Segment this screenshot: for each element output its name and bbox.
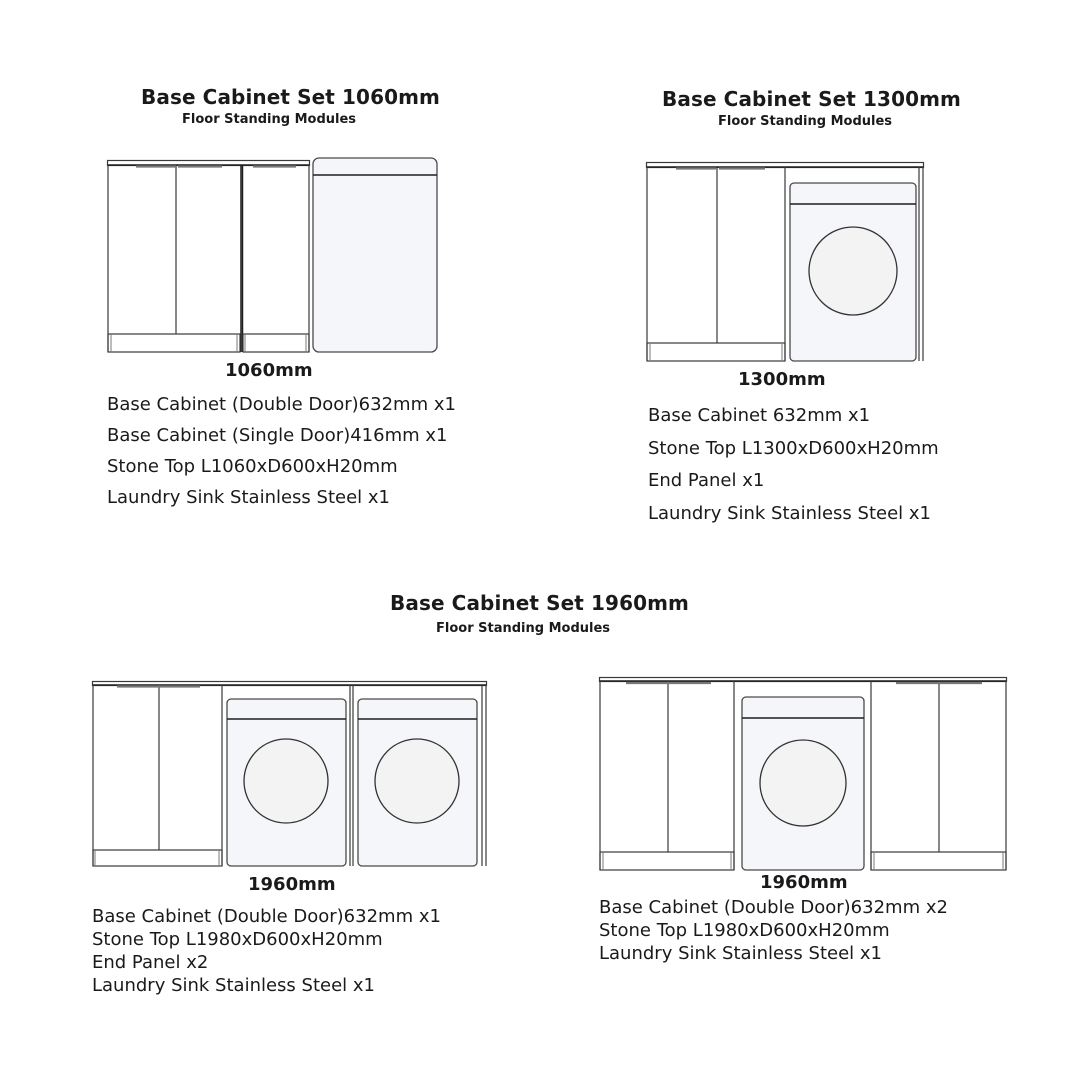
set-1060-subtitle: Floor Standing Modules bbox=[182, 112, 357, 127]
set-1300-title: Base Cabinet Set 1300mm bbox=[662, 87, 961, 111]
spec-item: Base Cabinet (Single Door)416mm x1 bbox=[107, 425, 448, 446]
set-1060-title: Base Cabinet Set 1060mm bbox=[141, 85, 440, 109]
double-door-cabinet bbox=[871, 681, 1006, 870]
spec-item: Base Cabinet (Double Door)632mm x2 bbox=[599, 897, 948, 918]
set-1300-subtitle: Floor Standing Modules bbox=[718, 114, 893, 129]
spec-item: End Panel x2 bbox=[92, 952, 209, 973]
spec-item: Laundry Sink Stainless Steel x1 bbox=[92, 975, 375, 996]
spec-item: Stone Top L1060xD600xH20mm bbox=[107, 456, 398, 477]
variant-b-width-label: 1960mm bbox=[760, 872, 848, 893]
washing-machine bbox=[742, 697, 864, 870]
spec-item: Stone Top L1980xD600xH20mm bbox=[92, 929, 383, 950]
spec-item: Base Cabinet (Double Door)632mm x1 bbox=[92, 906, 441, 927]
spec-item: Laundry Sink Stainless Steel x1 bbox=[599, 943, 882, 964]
spec-item: Laundry Sink Stainless Steel x1 bbox=[107, 487, 390, 508]
set-1960-subtitle: Floor Standing Modules bbox=[436, 621, 611, 636]
spec-item: Stone Top L1300xD600xH20mm bbox=[648, 437, 939, 459]
variant-b-spec-list bbox=[599, 896, 948, 965]
spec-item: Laundry Sink Stainless Steel x1 bbox=[648, 502, 931, 524]
spec-item: End Panel x1 bbox=[648, 470, 765, 491]
set-1060-width-label: 1060mm bbox=[225, 360, 313, 381]
set-1960-title: Base Cabinet Set 1960mm bbox=[390, 591, 689, 615]
variant-a-width-label: 1960mm bbox=[248, 874, 336, 895]
spec-item: Base Cabinet 632mm x1 bbox=[648, 405, 871, 426]
set-1300-width-label: 1300mm bbox=[738, 369, 826, 390]
spec-item: Base Cabinet (Double Door)632mm x1 bbox=[107, 394, 456, 415]
spec-item: Stone Top L1980xD600xH20mm bbox=[599, 920, 890, 941]
double-door-cabinet bbox=[600, 681, 734, 870]
